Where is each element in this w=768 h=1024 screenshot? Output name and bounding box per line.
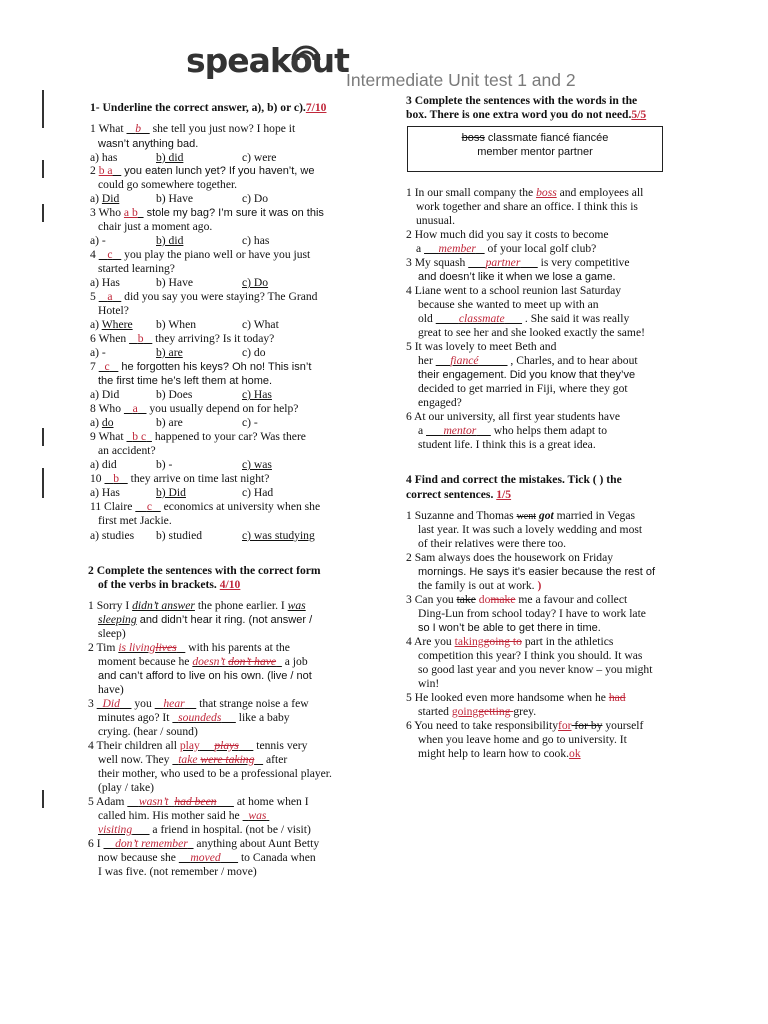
- q2-line2: could go somewhere together.: [98, 178, 238, 191]
- s2-item-4-line4: (play / take): [98, 781, 155, 794]
- s2-item-6-line3: I was five. (not remember / move): [98, 865, 257, 878]
- s3-item-5-line3: their engagement. Did you know that they’ve: [418, 369, 636, 381]
- s4-item-5: 5 He looked even more handsome when he had: [406, 691, 626, 704]
- s3-item-5: 5 It was lovely to meet Beth and: [406, 340, 557, 353]
- s2-item-2-line2: moment because he doesn’t don’t have a job: [98, 655, 308, 668]
- s3-item-1: 1 In our small company the boss and employees all: [406, 186, 644, 199]
- s3-item-5-line2: her fiancé , Charles, and to hear about: [418, 354, 638, 367]
- speakout-logo: [186, 41, 349, 92]
- q9: 9 What b c happened to your car? Was there: [90, 430, 306, 443]
- s4-item-1-line2: last year. It was such a lovely wedding and most: [418, 523, 643, 536]
- s4-item-6-line2: when you leave home and go to university. It: [418, 733, 627, 746]
- s3-item-5-line4: decided to get married in Fiji, where they got: [418, 382, 628, 395]
- s2-item-3-line3: crying. (hear / sound): [98, 725, 198, 738]
- q5-line2: Hotel?: [98, 304, 129, 317]
- s4-item-3-line3: so I won’t be able to get there in time.: [418, 622, 601, 634]
- section-3-title: 3 Complete the sentences with the words in the: [406, 94, 638, 107]
- section-2-title-line2: of the verbs in brackets. 4/10: [98, 578, 241, 591]
- s2-item-1-line2: sleeping and didn’t hear it ring. (not answer /: [98, 613, 313, 626]
- q7: 7 c he forgotten his keys? Oh no! This isn’t: [90, 360, 312, 373]
- margin-mark: [42, 90, 44, 128]
- s2-item-1: 1 Sorry I didn’t answer the phone earlier. I was: [88, 599, 306, 612]
- section-3-title-line2: box. There is one extra word you do not need.5/5: [406, 108, 647, 121]
- s3-item-1-line3: unusual.: [416, 214, 455, 227]
- s2-item-1-line3: sleep): [98, 627, 126, 640]
- q4: 4 c you play the piano well or have you just: [90, 248, 311, 261]
- s4-item-6-line3: might help to learn how to cook.ok: [418, 747, 581, 760]
- s3-item-4: 4 Liane went to a school reunion last Saturday: [406, 284, 622, 297]
- s2-item-6: 6 I don’t remember anything about Aunt Betty: [88, 837, 320, 850]
- speech-waves-icon: [289, 44, 323, 62]
- q11: 11 Claire c economics at university when she: [90, 500, 321, 513]
- s4-item-2: 2 Sam always does the housework on Friday: [406, 551, 614, 564]
- s3-item-4-line3: old classmate . She said it was really: [418, 312, 630, 325]
- q11-line2: first met Jackie.: [98, 514, 172, 527]
- s3-item-4-line4: great to see her and she looked exactly the same!: [418, 326, 645, 339]
- s3-item-2-line2: a member of your local golf club?: [416, 242, 597, 255]
- margin-mark: [42, 468, 44, 498]
- s2-item-2: 2 Tim is livinglives with his parents at the: [88, 641, 290, 654]
- s4-item-4-line3: so good last year and you never know – you might: [418, 663, 653, 676]
- s4-item-6: 6 You need to take responsibilityfor for by yourself: [406, 719, 644, 732]
- s2-item-5-line3: visiting a friend in hospital. (not be / visit): [98, 823, 311, 836]
- s4-item-1: 1 Suzanne and Thomas went got married in Vegas: [406, 509, 635, 522]
- q1: 1 What b she tell you just now? I hope it: [90, 122, 296, 135]
- s4-item-5-line2: started goinggetting grey.: [418, 705, 537, 718]
- s2-item-3-line2: minutes ago? It soundeds like a baby: [98, 711, 290, 724]
- logo-wordmark: speakout: [186, 41, 349, 80]
- s2-item-2-line3: and can’t afford to live on his own. (live / not: [98, 670, 312, 682]
- s3-item-3: 3 My squash partner is very competitive: [406, 256, 630, 269]
- q1-line2: wasn’t anything bad.: [98, 138, 199, 150]
- s3-item-6-line2: a mentor who helps them adapt to: [418, 424, 608, 437]
- s2-item-2-line4: have): [98, 683, 124, 696]
- q4-line2: started learning?: [98, 262, 175, 275]
- q10: 10 b they arrive on time last night?: [90, 472, 270, 485]
- s2-item-6-line2: now because she moved to Canada when: [98, 851, 316, 864]
- margin-mark: [42, 428, 44, 446]
- s4-item-4-line4: win!: [418, 677, 440, 690]
- q8: 8 Who a you usually depend on for help?: [90, 402, 299, 415]
- q3: 3 Who a b stole my bag? I’m sure it was on this: [90, 206, 324, 219]
- s2-item-4: 4 Their children all play plays tennis very: [88, 739, 308, 752]
- word-box: [407, 126, 663, 172]
- s4-item-2-line3: the family is out at work. ): [418, 579, 542, 592]
- s2-item-5: 5 Adam wasn’t had been at home when I: [88, 795, 309, 808]
- s4-item-4-line2: competition this year? I think you should. It was: [418, 649, 643, 662]
- s2-item-4-line2: well now. They take were taking after: [98, 753, 288, 766]
- s3-item-6: 6 At our university, all first year students have: [406, 410, 621, 423]
- s3-item-1-line2: work together and share an office. I think this is: [416, 200, 638, 213]
- s4-item-3-line2: Ding-Lun from school today? I have to work late: [418, 607, 646, 620]
- section-4-title: 4 Find and correct the mistakes. Tick ( ) the: [406, 473, 622, 486]
- q3-line2: chair just a moment ago.: [98, 220, 213, 233]
- section-2-title: 2 Complete the sentences with the correct form: [88, 564, 321, 577]
- q5: 5 a did you say you were staying? The Grand: [90, 290, 318, 303]
- s2-item-4-line3: their mother, who used to be a professional player.: [98, 767, 332, 780]
- margin-mark: [42, 790, 44, 808]
- section-4-title-line2: correct sentences. 1/5: [406, 488, 512, 501]
- s4-item-1-line3: of their relatives were there too.: [418, 537, 567, 550]
- word-box-line1: boss classmate fiancé fiancée: [461, 132, 609, 144]
- q9-line2: an accident?: [98, 444, 156, 457]
- q2: 2 b a you eaten lunch yet? If you haven’t, we: [90, 164, 315, 177]
- s3-item-6-line3: student life. I think this is a great idea.: [418, 438, 596, 451]
- q6: 6 When b they arriving? Is it today?: [90, 332, 275, 345]
- s4-item-3: 3 Can you take domake me a favour and collect: [406, 593, 628, 606]
- margin-mark: [42, 160, 44, 178]
- s4-item-2-line2: mornings. He says it’s easier because the rest of: [418, 566, 656, 578]
- margin-mark: [42, 204, 44, 222]
- s3-item-2: 2 How much did you say it costs to become: [406, 228, 609, 241]
- s3-item-5-line5: engaged?: [418, 396, 462, 409]
- s3-item-3-line2: and doesn’t like it when we lose a game.: [418, 271, 616, 283]
- q7-line2: the first time he’s left them at home.: [98, 375, 273, 387]
- word-box-line2: member mentor partner: [477, 146, 593, 158]
- s4-item-4: 4 Are you takinggoing to part in the athletics: [406, 635, 614, 648]
- s2-item-3: 3 Did you hear that strange noise a few: [88, 697, 309, 710]
- page-title: Intermediate Unit test 1 and 2: [346, 70, 576, 90]
- s3-item-4-line2: because she wanted to meet up with an: [418, 298, 599, 311]
- section-1-title: 1- Underline the correct answer, a), b) or c).7/10: [90, 101, 327, 114]
- s2-item-5-line2: called him. His mother said he was: [98, 809, 267, 822]
